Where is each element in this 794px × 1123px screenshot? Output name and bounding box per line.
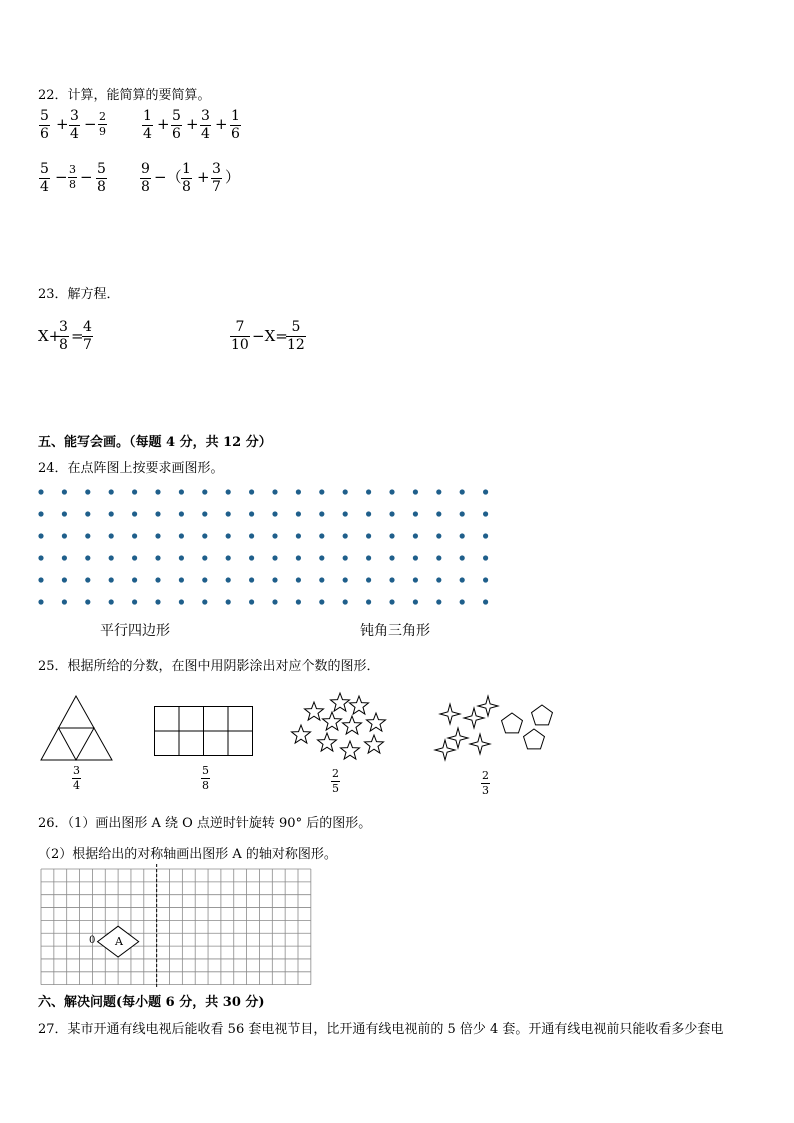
grid-dot[interactable]: [155, 533, 160, 538]
star-shape[interactable]: [349, 696, 368, 714]
grid-dot[interactable]: [155, 489, 160, 494]
grid-dot[interactable]: [155, 599, 160, 604]
grid-dot[interactable]: [460, 511, 465, 516]
fraction: 3 8: [59, 319, 68, 353]
grid-dot[interactable]: [38, 555, 43, 560]
four-point-star-shape[interactable]: [478, 696, 498, 716]
fraction: 5 12: [287, 319, 305, 353]
grid-dot[interactable]: [132, 599, 137, 604]
grid-dot[interactable]: [272, 489, 277, 494]
fraction: 1 4: [143, 108, 152, 142]
grid-dot[interactable]: [202, 599, 207, 604]
grid-dot[interactable]: [296, 489, 301, 494]
grid-dot[interactable]: [179, 577, 184, 582]
grid-dot[interactable]: [272, 511, 277, 516]
square-grid[interactable]: [40, 868, 314, 988]
q26-part1: 26．（1）画出图形 A 绕 O 点逆时针旋转 90° 后的图形。: [38, 816, 372, 831]
grid-dot[interactable]: [249, 511, 254, 516]
grid-dot[interactable]: [389, 577, 394, 582]
grid-dot[interactable]: [226, 511, 231, 516]
grid-dot[interactable]: [272, 533, 277, 538]
grid-dot[interactable]: [85, 489, 90, 494]
label-parallelogram: 平行四边形: [100, 623, 170, 639]
star-shape[interactable]: [304, 702, 323, 720]
grid-dot[interactable]: [38, 577, 43, 582]
grid-dot[interactable]: [483, 533, 488, 538]
four-point-star-shape[interactable]: [448, 728, 468, 748]
grid-dot[interactable]: [343, 511, 348, 516]
grid-dot[interactable]: [483, 555, 488, 560]
operator: +: [56, 115, 69, 133]
point-o-label: 0: [89, 935, 96, 946]
grid-dot[interactable]: [366, 533, 371, 538]
equation-lhs: X+: [38, 327, 62, 345]
shape-a-label: A: [115, 935, 123, 948]
grid-dot[interactable]: [366, 577, 371, 582]
grid-dot[interactable]: [109, 555, 114, 560]
star-shape[interactable]: [364, 735, 383, 753]
star-shape[interactable]: [340, 741, 359, 759]
grid-dot[interactable]: [85, 577, 90, 582]
grid-dot[interactable]: [366, 489, 371, 494]
fraction: 5 8: [97, 161, 106, 195]
grid-dot[interactable]: [62, 599, 67, 604]
grid-dot[interactable]: [436, 599, 441, 604]
grid-dot[interactable]: [319, 555, 324, 560]
grid-dot[interactable]: [319, 511, 324, 516]
grid-dot[interactable]: [85, 555, 90, 560]
grid-dot[interactable]: [460, 577, 465, 582]
grid-dot[interactable]: [85, 511, 90, 516]
operator: −: [55, 168, 68, 186]
rectangle-grid-figure[interactable]: [154, 706, 254, 758]
section-6-title: 六、解决问题(每小题 6 分，共 30 分): [38, 995, 265, 1010]
grid-dot[interactable]: [38, 599, 43, 604]
grid-dot[interactable]: [319, 577, 324, 582]
grid-dot[interactable]: [62, 555, 67, 560]
fraction-5-8: 5 8: [202, 764, 209, 792]
grid-dot[interactable]: [413, 489, 418, 494]
grid-dot[interactable]: [155, 577, 160, 582]
grid-dot[interactable]: [296, 577, 301, 582]
operator: +: [186, 115, 199, 133]
grid-dot[interactable]: [38, 533, 43, 538]
star-shape[interactable]: [366, 713, 385, 731]
grid-dot[interactable]: [343, 555, 348, 560]
grid-dot[interactable]: [366, 599, 371, 604]
grid-dot[interactable]: [343, 577, 348, 582]
grid-dot[interactable]: [436, 511, 441, 516]
four-point-star-shape[interactable]: [464, 708, 484, 728]
star-shape[interactable]: [342, 716, 361, 734]
grid-dot[interactable]: [413, 599, 418, 604]
ten-stars-figure[interactable]: [290, 686, 390, 766]
grid-dot[interactable]: [460, 489, 465, 494]
four-point-star-shape[interactable]: [435, 740, 455, 760]
fraction-2-5: 2 5: [332, 767, 339, 795]
grid-dot[interactable]: [249, 555, 254, 560]
grid-dot[interactable]: [62, 511, 67, 516]
fraction: 3 4: [70, 108, 79, 142]
stars-pentagons-figure[interactable]: [430, 688, 560, 768]
q23-title: 23．解方程．: [38, 287, 120, 302]
fraction: 5 6: [172, 108, 181, 142]
grid-dot[interactable]: [460, 555, 465, 560]
grid-dot[interactable]: [272, 555, 277, 560]
grid-dot[interactable]: [179, 599, 184, 604]
fraction: 7 10: [231, 319, 249, 353]
grid-dot[interactable]: [413, 533, 418, 538]
grid-dot[interactable]: [132, 533, 137, 538]
grid-dot[interactable]: [389, 489, 394, 494]
dot-grid[interactable]: [0, 484, 794, 604]
grid-dot[interactable]: [202, 555, 207, 560]
grid-dot[interactable]: [202, 511, 207, 516]
grid-dot[interactable]: [272, 577, 277, 582]
star-shape[interactable]: [322, 712, 341, 730]
grid-dot[interactable]: [389, 533, 394, 538]
grid-dot[interactable]: [460, 533, 465, 538]
grid-dot[interactable]: [483, 511, 488, 516]
grid-dot[interactable]: [132, 511, 137, 516]
grid-dot[interactable]: [38, 489, 43, 494]
grid-dot[interactable]: [109, 533, 114, 538]
operator: +: [215, 115, 228, 133]
label-obtuse-triangle: 钝角三角形: [360, 623, 430, 639]
grid-dot[interactable]: [62, 577, 67, 582]
grid-dot[interactable]: [366, 511, 371, 516]
grid-dot[interactable]: [436, 577, 441, 582]
grid-dot[interactable]: [413, 511, 418, 516]
fraction: 3 8: [69, 163, 76, 191]
grid-dot[interactable]: [343, 489, 348, 494]
fraction: 9 8: [141, 161, 150, 195]
grid-dot[interactable]: [249, 489, 254, 494]
fraction-3-4: 3 4: [73, 764, 80, 792]
grid-dot[interactable]: [202, 577, 207, 582]
operator: −X=: [252, 327, 288, 345]
grid-dot[interactable]: [343, 599, 348, 604]
grid-dot[interactable]: [179, 555, 184, 560]
grid-dot[interactable]: [179, 511, 184, 516]
grid-dot[interactable]: [109, 577, 114, 582]
grid-dot[interactable]: [226, 533, 231, 538]
grid-dot[interactable]: [38, 511, 43, 516]
star-shape[interactable]: [317, 733, 336, 751]
grid-dot[interactable]: [413, 577, 418, 582]
grid-dot[interactable]: [202, 533, 207, 538]
fraction-2-3: 2 3: [482, 769, 489, 797]
pentagon-shape[interactable]: [532, 705, 553, 725]
grid-dot[interactable]: [319, 489, 324, 494]
grid-dot[interactable]: [436, 533, 441, 538]
grid-dot[interactable]: [109, 599, 114, 604]
star-shape[interactable]: [330, 693, 349, 711]
operator: −（: [154, 168, 182, 186]
q26-part2: （2）根据给出的对称轴画出图形 A 的轴对称图形。: [38, 847, 337, 862]
operator: =: [71, 327, 84, 345]
grid-dot[interactable]: [132, 489, 137, 494]
grid-dot[interactable]: [226, 577, 231, 582]
grid-dot[interactable]: [389, 511, 394, 516]
fraction: 1 6: [231, 108, 240, 142]
grid-dot[interactable]: [366, 555, 371, 560]
grid-dot[interactable]: [155, 555, 160, 560]
pentagon-shape[interactable]: [502, 713, 523, 733]
grid-dot[interactable]: [319, 533, 324, 538]
fraction: 3 4: [201, 108, 210, 142]
star-shape[interactable]: [291, 725, 310, 743]
grid-dot[interactable]: [483, 577, 488, 582]
fraction: 2 9: [99, 110, 106, 138]
grid-dot[interactable]: [483, 599, 488, 604]
q22-title: 22．计算，能简算的要简算。: [38, 88, 211, 103]
grid-dot[interactable]: [296, 511, 301, 516]
grid-dot[interactable]: [226, 489, 231, 494]
grid-dot[interactable]: [413, 555, 418, 560]
grid-dot[interactable]: [226, 555, 231, 560]
q25-title: 25．根据所给的分数，在图中用阴影涂出对应个数的图形．: [38, 659, 380, 674]
grid-dot[interactable]: [85, 533, 90, 538]
grid-dot[interactable]: [249, 599, 254, 604]
grid-dot[interactable]: [85, 599, 90, 604]
q27-text: 27．某市开通有线电视后能收看 56 套电视节目，比开通有线电视前的 5 倍少 4 套。开通有线电视前只能收看多少套电: [38, 1022, 724, 1037]
grid-dot[interactable]: [343, 533, 348, 538]
grid-dot[interactable]: [132, 555, 137, 560]
grid-dot[interactable]: [272, 599, 277, 604]
grid-dot[interactable]: [296, 599, 301, 604]
operator: +: [197, 168, 210, 186]
q24-title: 24．在点阵图上按要求画图形。: [38, 461, 224, 476]
grid-dot[interactable]: [202, 489, 207, 494]
grid-dot[interactable]: [319, 599, 324, 604]
grid-dot[interactable]: [62, 489, 67, 494]
grid-dot[interactable]: [249, 533, 254, 538]
grid-dot[interactable]: [436, 489, 441, 494]
fraction: 1 8: [182, 161, 191, 195]
grid-dot[interactable]: [179, 533, 184, 538]
pentagon-shape[interactable]: [524, 729, 545, 749]
fraction: 3 7: [212, 161, 221, 195]
operator: −: [84, 115, 97, 133]
section-5-title: 五、能写会画。（每题 4 分，共 12 分）: [38, 435, 272, 450]
operator: +: [157, 115, 170, 133]
operator: −: [80, 168, 93, 186]
grid-dot[interactable]: [109, 511, 114, 516]
grid-dot[interactable]: [62, 533, 67, 538]
grid-dot[interactable]: [296, 533, 301, 538]
fraction: 5 6: [40, 108, 49, 142]
grid-dot[interactable]: [249, 577, 254, 582]
grid-dot[interactable]: [155, 511, 160, 516]
grid-dot[interactable]: [179, 489, 184, 494]
fraction: 4 7: [83, 319, 92, 353]
grid-dot[interactable]: [436, 555, 441, 560]
four-point-star-shape[interactable]: [470, 734, 490, 754]
grid-dot[interactable]: [132, 577, 137, 582]
grid-dot[interactable]: [389, 599, 394, 604]
fraction: 5 4: [40, 161, 49, 195]
inner-triangle[interactable]: [59, 728, 95, 760]
operator: ）: [225, 168, 241, 186]
grid-dot[interactable]: [226, 599, 231, 604]
grid-dot[interactable]: [296, 555, 301, 560]
grid-dot[interactable]: [460, 599, 465, 604]
grid-dot[interactable]: [483, 489, 488, 494]
grid-dot[interactable]: [389, 555, 394, 560]
four-point-star-shape[interactable]: [440, 704, 460, 724]
triangle-figure[interactable]: [38, 694, 118, 764]
grid-dot[interactable]: [109, 489, 114, 494]
